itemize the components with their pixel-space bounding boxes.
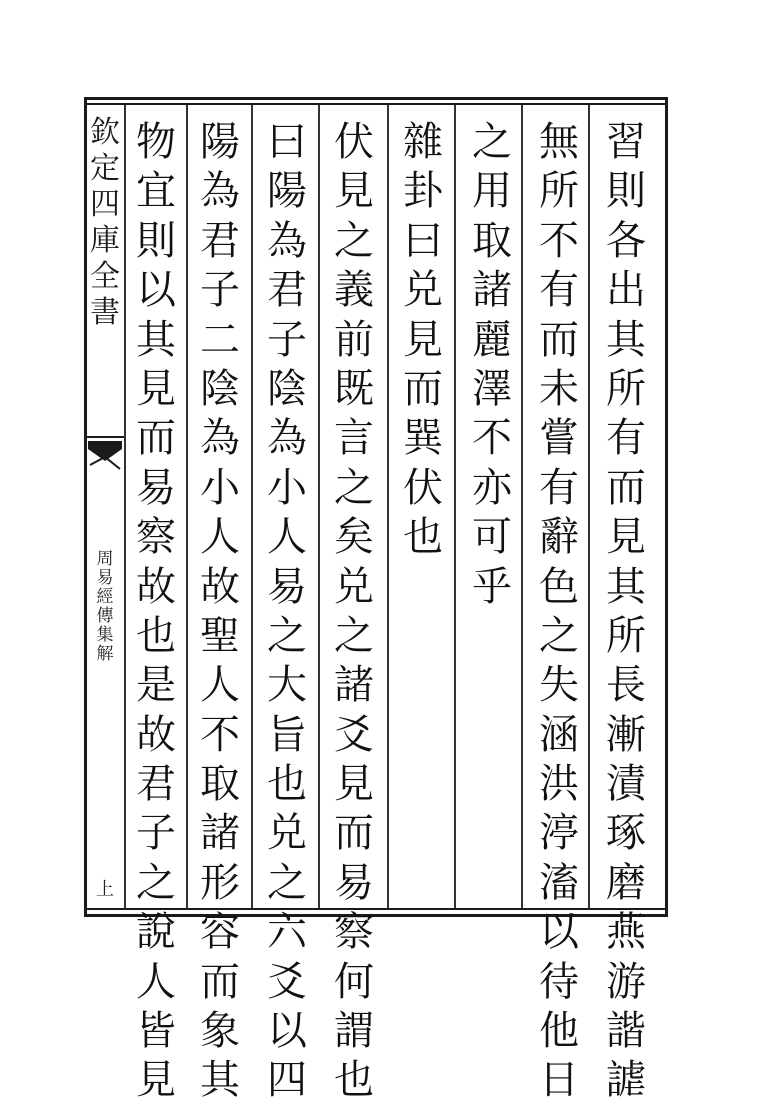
text-character: 之 [472,119,512,165]
text-character: 子 [267,316,307,363]
text-character: 兑 [403,267,443,314]
text-character: 涵 [539,711,579,758]
text-character: 為 [200,415,240,462]
text-character: 陽 [267,168,307,215]
text-character: 則 [606,168,646,215]
text-character: 君 [267,267,307,314]
text-character: 諸 [200,810,240,857]
text-character: 傳 [96,606,114,626]
text-character: 日 [539,1057,579,1104]
text-character: 卦 [403,168,443,215]
text-character: 是 [136,662,176,709]
text-column-5 [326,118,382,1104]
text-character: 君 [136,761,176,808]
text-character: 游 [606,958,646,1005]
text-character: 則 [136,217,176,264]
text-character: 聖 [200,612,240,659]
text-character: 之 [267,612,307,659]
text-character: 其 [136,316,176,363]
text-character: 燕 [606,909,646,956]
text-character: 易 [136,464,176,511]
text-character: 小 [267,464,307,511]
text-character: 用 [472,168,512,215]
text-character: 故 [136,563,176,610]
text-character: 之 [267,859,307,906]
text-column-2 [531,118,587,1104]
text-character: 不 [200,711,240,758]
text-character: 易 [267,563,307,610]
column-divider [387,105,389,908]
text-character: 欽 [90,115,120,150]
text-character: 未 [539,365,579,412]
text-character: 言 [334,415,374,462]
text-character: 長 [606,662,646,709]
text-character: 以 [539,909,579,956]
text-character: 爻 [334,711,374,758]
text-character: 皆 [136,1008,176,1055]
column-divider [454,105,456,908]
text-character: 漬 [606,761,646,808]
text-character: 見 [334,168,374,215]
text-character: 出 [606,267,646,314]
text-character: 有 [539,464,579,511]
text-character: 而 [606,464,646,511]
text-character: 磨 [606,859,646,906]
text-character: 而 [136,415,176,462]
text-character: 所 [539,168,579,215]
text-character: 物 [136,119,176,165]
text-character: 其 [606,316,646,363]
text-character: 之 [334,217,374,264]
text-character: 故 [200,563,240,610]
text-character: 亦 [472,464,512,511]
text-character: 解 [96,644,114,664]
column-divider [521,105,523,908]
text-character: 伏 [403,464,443,511]
text-column-6 [259,118,315,1104]
text-character: 兑 [267,810,307,857]
text-character: 見 [136,365,176,412]
text-character: 不 [472,415,512,462]
text-character: 辭 [539,514,579,561]
text-character: 何 [334,958,374,1005]
text-character: 子 [136,810,176,857]
column-divider [251,105,253,908]
text-character: 前 [334,316,374,363]
text-character: 矣 [334,514,374,561]
column-divider [318,105,320,908]
text-character: 色 [539,563,579,610]
text-character: 以 [267,1008,307,1055]
text-character: 四 [90,187,120,222]
text-column-4 [395,118,451,908]
text-character: 為 [267,415,307,462]
text-character: 集 [96,625,114,645]
text-character: 為 [267,217,307,264]
text-character: 人 [136,958,176,1005]
text-character: 可 [472,514,512,561]
text-character: 六 [267,909,307,956]
text-character: 既 [334,365,374,412]
text-character: 子 [200,267,240,314]
top-rule [84,103,668,105]
text-character: 失 [539,662,579,709]
text-character: 象 [200,1008,240,1055]
text-character: 經 [96,587,114,607]
section-title [90,550,120,664]
text-character: 曰 [267,119,307,165]
text-character: 也 [403,514,443,561]
text-character: 大 [267,662,307,709]
text-character: 諸 [472,267,512,314]
text-character: 謔 [606,1057,646,1104]
text-character: 有 [606,415,646,462]
text-character: 人 [200,514,240,561]
text-character: 麗 [472,316,512,363]
text-character: 見 [606,514,646,561]
text-character: 取 [200,761,240,808]
text-character: 諧 [606,1008,646,1055]
page-number: 上 [96,879,114,900]
text-character: 見 [334,761,374,808]
column-divider [186,105,188,908]
text-character: 巽 [403,415,443,462]
text-character: 為 [200,168,240,215]
text-character: 義 [334,267,374,314]
text-character: 陰 [267,365,307,412]
text-character: 見 [136,1057,176,1104]
text-character: 而 [200,958,240,1005]
text-character: 習 [606,119,646,165]
text-character: 之 [539,612,579,659]
text-column-7 [192,118,248,1104]
column-divider [124,105,126,908]
text-character: 渟 [539,810,579,857]
text-character: 各 [606,217,646,264]
text-character: 書 [90,295,120,330]
text-character: 易 [334,859,374,906]
text-character: 琢 [606,810,646,857]
text-character: 全 [90,259,120,294]
text-character: 察 [334,909,374,956]
text-character: 待 [539,958,579,1005]
text-character: 君 [200,217,240,264]
text-character: 說 [136,909,176,956]
text-character: 故 [136,711,176,758]
text-character: 而 [539,316,579,363]
text-character: 爻 [267,958,307,1005]
text-character: 他 [539,1008,579,1055]
text-character: 也 [334,1057,374,1104]
text-character: 雜 [403,119,443,165]
margin-column [86,105,124,908]
text-character: 諸 [334,662,374,709]
text-character: 取 [472,217,512,264]
text-character: 之 [334,612,374,659]
text-character: 二 [200,316,240,363]
text-character: 陰 [200,365,240,412]
text-character: 周 [96,549,114,569]
text-character: 定 [90,151,120,186]
text-character: 人 [267,514,307,561]
text-character: 也 [267,761,307,808]
text-character: 而 [403,365,443,412]
text-character: 乎 [472,563,512,610]
text-character: 曰 [403,217,443,264]
text-character: 謂 [334,1008,374,1055]
text-character: 之 [136,859,176,906]
text-character: 不 [539,217,579,264]
book-title [86,115,124,331]
text-character: 陽 [200,119,240,165]
text-character: 之 [334,464,374,511]
text-column-1 [598,118,654,1104]
text-character: 洪 [539,761,579,808]
fishtail-mark-icon [86,435,124,479]
text-character: 所 [606,612,646,659]
text-character: 人 [200,662,240,709]
text-character: 漸 [606,711,646,758]
text-character: 兑 [334,563,374,610]
text-character: 滀 [539,859,579,906]
column-divider [588,105,590,908]
text-character: 察 [136,514,176,561]
text-character: 其 [606,563,646,610]
text-character: 旨 [267,711,307,758]
text-character: 而 [334,810,374,857]
text-character: 澤 [472,365,512,412]
text-character: 以 [136,267,176,314]
text-character: 形 [200,859,240,906]
text-character: 小 [200,464,240,511]
text-column-8 [128,118,184,1104]
text-character: 容 [200,909,240,956]
text-character: 四 [267,1057,307,1104]
text-character: 庫 [90,223,120,258]
text-character: 也 [136,612,176,659]
text-character: 宜 [136,168,176,215]
text-character: 其 [200,1057,240,1104]
text-character: 有 [539,267,579,314]
text-character: 見 [403,316,443,363]
text-character: 易 [96,568,114,588]
text-character: 伏 [334,119,374,165]
text-character: 所 [606,365,646,412]
text-column-3 [464,118,520,908]
text-character: 無 [539,119,579,165]
text-character: 嘗 [539,415,579,462]
